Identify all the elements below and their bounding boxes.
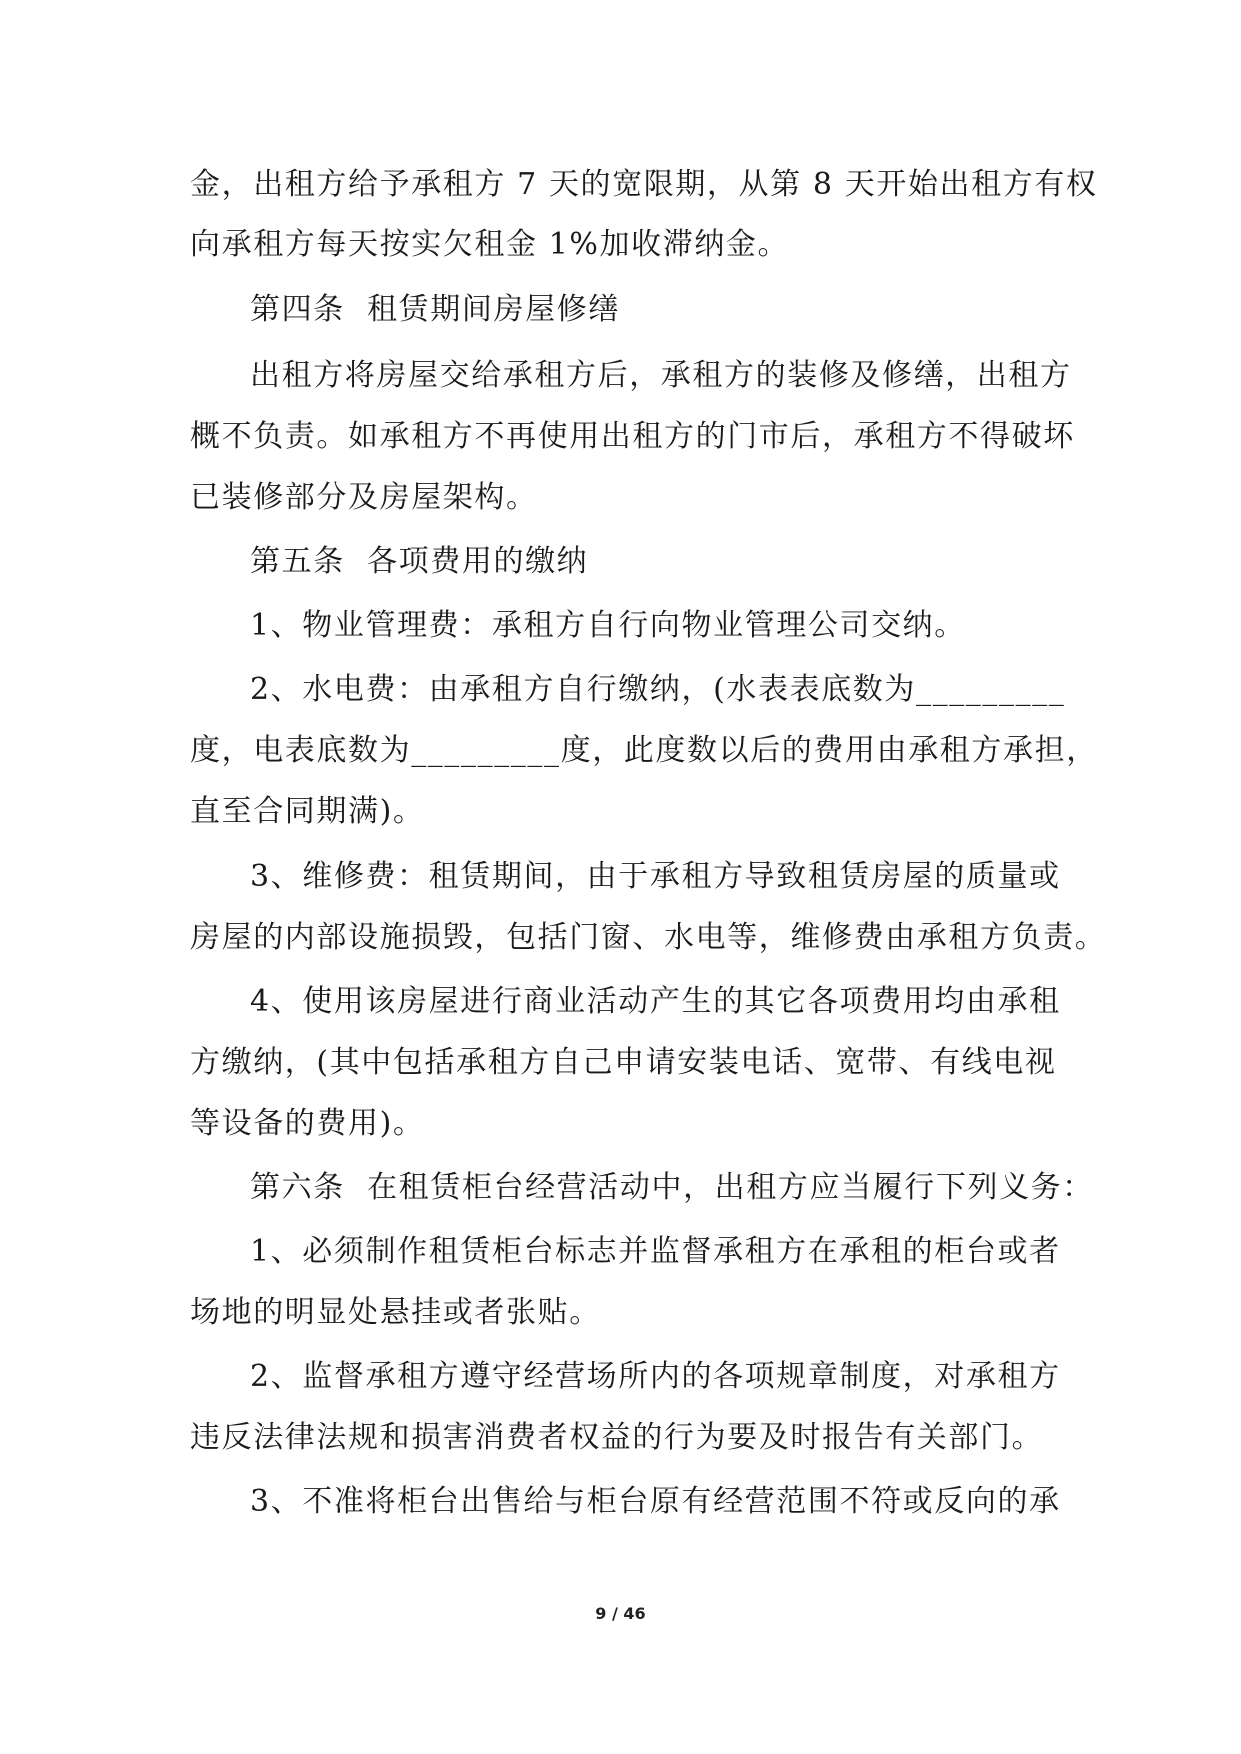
body-line: 概不负责。如承租方不再使用出租方的门市后，承租方不得破坏 xyxy=(190,419,1075,454)
body-line: 房屋的内部设施损毁，包括门窗、水电等，维修费由承租方负责。 xyxy=(190,920,1107,955)
body-line: 违反法律法规和损害消费者权益的行为要及时报告有关部门。 xyxy=(190,1420,1044,1455)
body-line: 方缴纳，(其中包括承租方自己申请安装电话、宽带、有线电视 xyxy=(190,1045,1057,1080)
list-item: 1、必须制作租赁柜台标志并监督承租方在承租的柜台或者 xyxy=(250,1234,1061,1269)
body-line: 等设备的费用)。 xyxy=(190,1106,425,1141)
body-line: 已装修部分及房屋架构。 xyxy=(190,480,538,515)
list-item: 2、水电费：由承租方自行缴纳，(水表表底数为_________ xyxy=(250,672,1066,707)
section-heading-6: 第六条 在租赁柜台经营活动中，出租方应当履行下列义务： xyxy=(250,1170,1094,1205)
section-heading-4: 第四条 租赁期间房屋修缮 xyxy=(250,292,620,327)
body-line: 度，电表底数为_________度，此度数以后的费用由承租方承担， xyxy=(190,733,1098,768)
section-heading-5: 第五条 各项费用的缴纳 xyxy=(250,544,589,579)
body-line: 场地的明显处悬挂或者张贴。 xyxy=(190,1295,601,1330)
list-item: 4、使用该房屋进行商业活动产生的其它各项费用均由承租 xyxy=(250,984,1061,1019)
list-item: 3、不准将柜台出售给与柜台原有经营范围不符或反向的承 xyxy=(250,1484,1061,1519)
body-line: 金，出租方给予承租方 7 天的宽限期，从第 8 天开始出租方有权 xyxy=(190,167,1098,202)
body-line: 出租方将房屋交给承租方后，承租方的装修及修缮，出租方 xyxy=(250,358,1072,393)
list-item: 1、物业管理费：承租方自行向物业管理公司交纳。 xyxy=(250,608,966,643)
list-item: 2、监督承租方遵守经营场所内的各项规章制度，对承租方 xyxy=(250,1359,1061,1394)
body-line: 向承租方每天按实欠租金 1%加收滞纳金。 xyxy=(190,227,790,262)
body-line: 直至合同期满)。 xyxy=(190,794,425,829)
list-item: 3、维修费：租赁期间，由于承租方导致租赁房屋的质量或 xyxy=(250,859,1061,894)
page-number: 9 / 46 xyxy=(595,1604,646,1623)
